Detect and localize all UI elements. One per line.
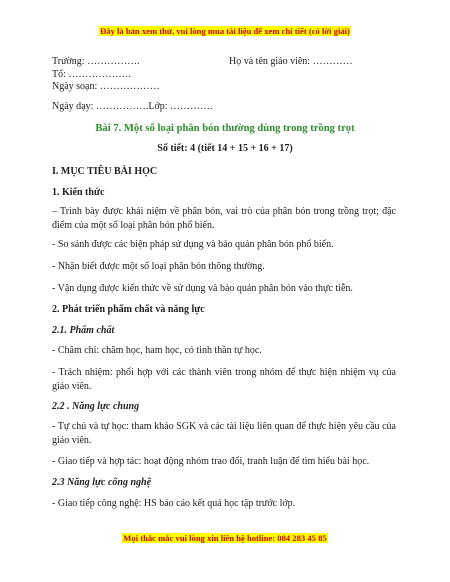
teacher-name-field: Họ và tên giáo viên: …………: [229, 56, 353, 67]
tech-competence-subheading: 2.3 Năng lực công nghệ: [52, 477, 152, 488]
general-competence-item: - Tự chủ và tự học: tham khảo SGK và các tài liệu liên quan để thực hiện yêu cầu của giáo viên.: [52, 421, 396, 446]
prep-date-field: Ngày soạn: ………………: [52, 81, 160, 92]
quality-heading: 2. Phát triển phẩm chất và năng lực: [52, 304, 205, 315]
tech-competence-item: - Giao tiếp công nghệ: HS báo cáo kết quả học tập trước lớp.: [52, 498, 296, 509]
teach-date-field: Ngày dạy: …………….Lớp: ………….: [52, 101, 213, 112]
general-competence-subheading: 2.2 . Năng lực chung: [52, 401, 140, 412]
knowledge-item: - Nhận biết được một số loại phân bón thông thường.: [52, 261, 265, 272]
knowledge-item: - Vận dụng được kiến thức về sử dụng và bảo quản phân bón vào thực tiễn.: [52, 283, 353, 294]
knowledge-item: – Trình bày được khái niệm về phân bón, vai trò của phân bón trong trồng trọt; đặc điểm của một số loại phân bón phổ biến.: [52, 206, 396, 231]
school-field: Trường: …………….: [52, 56, 140, 67]
quality-item: - Chăm chỉ: chăm học, ham học, có tinh thần tự học.: [52, 345, 262, 356]
knowledge-heading: 1. Kiến thức: [52, 187, 105, 198]
quality-item: - Trách nhiệm: phối hợp với các thành viên trong nhóm để thực hiện nhiệm vụ của giáo viên.: [52, 367, 396, 392]
header-banner: Đây là bản xem thử, vui lòng mua tài liệu để xem chi tiết (có lời giải): [100, 26, 350, 36]
footer-banner: Mọi thắc mắc vui lòng xin liên hệ hotline: 084 283 45 85: [123, 533, 327, 543]
quality-subheading: 2.1. Phẩm chất: [52, 325, 115, 336]
lesson-periods: Số tiết: 4 (tiết 14 + 15 + 16 + 17): [157, 143, 293, 154]
general-competence-item: - Giao tiếp và hợp tác: hoạt động nhóm trao đổi, tranh luận để tìm hiểu bài học.: [52, 456, 370, 467]
lesson-title: Bài 7. Một số loại phân bón thường dùng trong trồng trọt: [95, 123, 355, 134]
knowledge-item: - So sánh được các biện pháp sử dụng và bảo quản phân bón phổ biến.: [52, 239, 334, 250]
group-field: Tổ: ……………….: [52, 69, 131, 80]
section-heading-objectives: I. MỤC TIÊU BÀI HỌC: [52, 166, 158, 177]
